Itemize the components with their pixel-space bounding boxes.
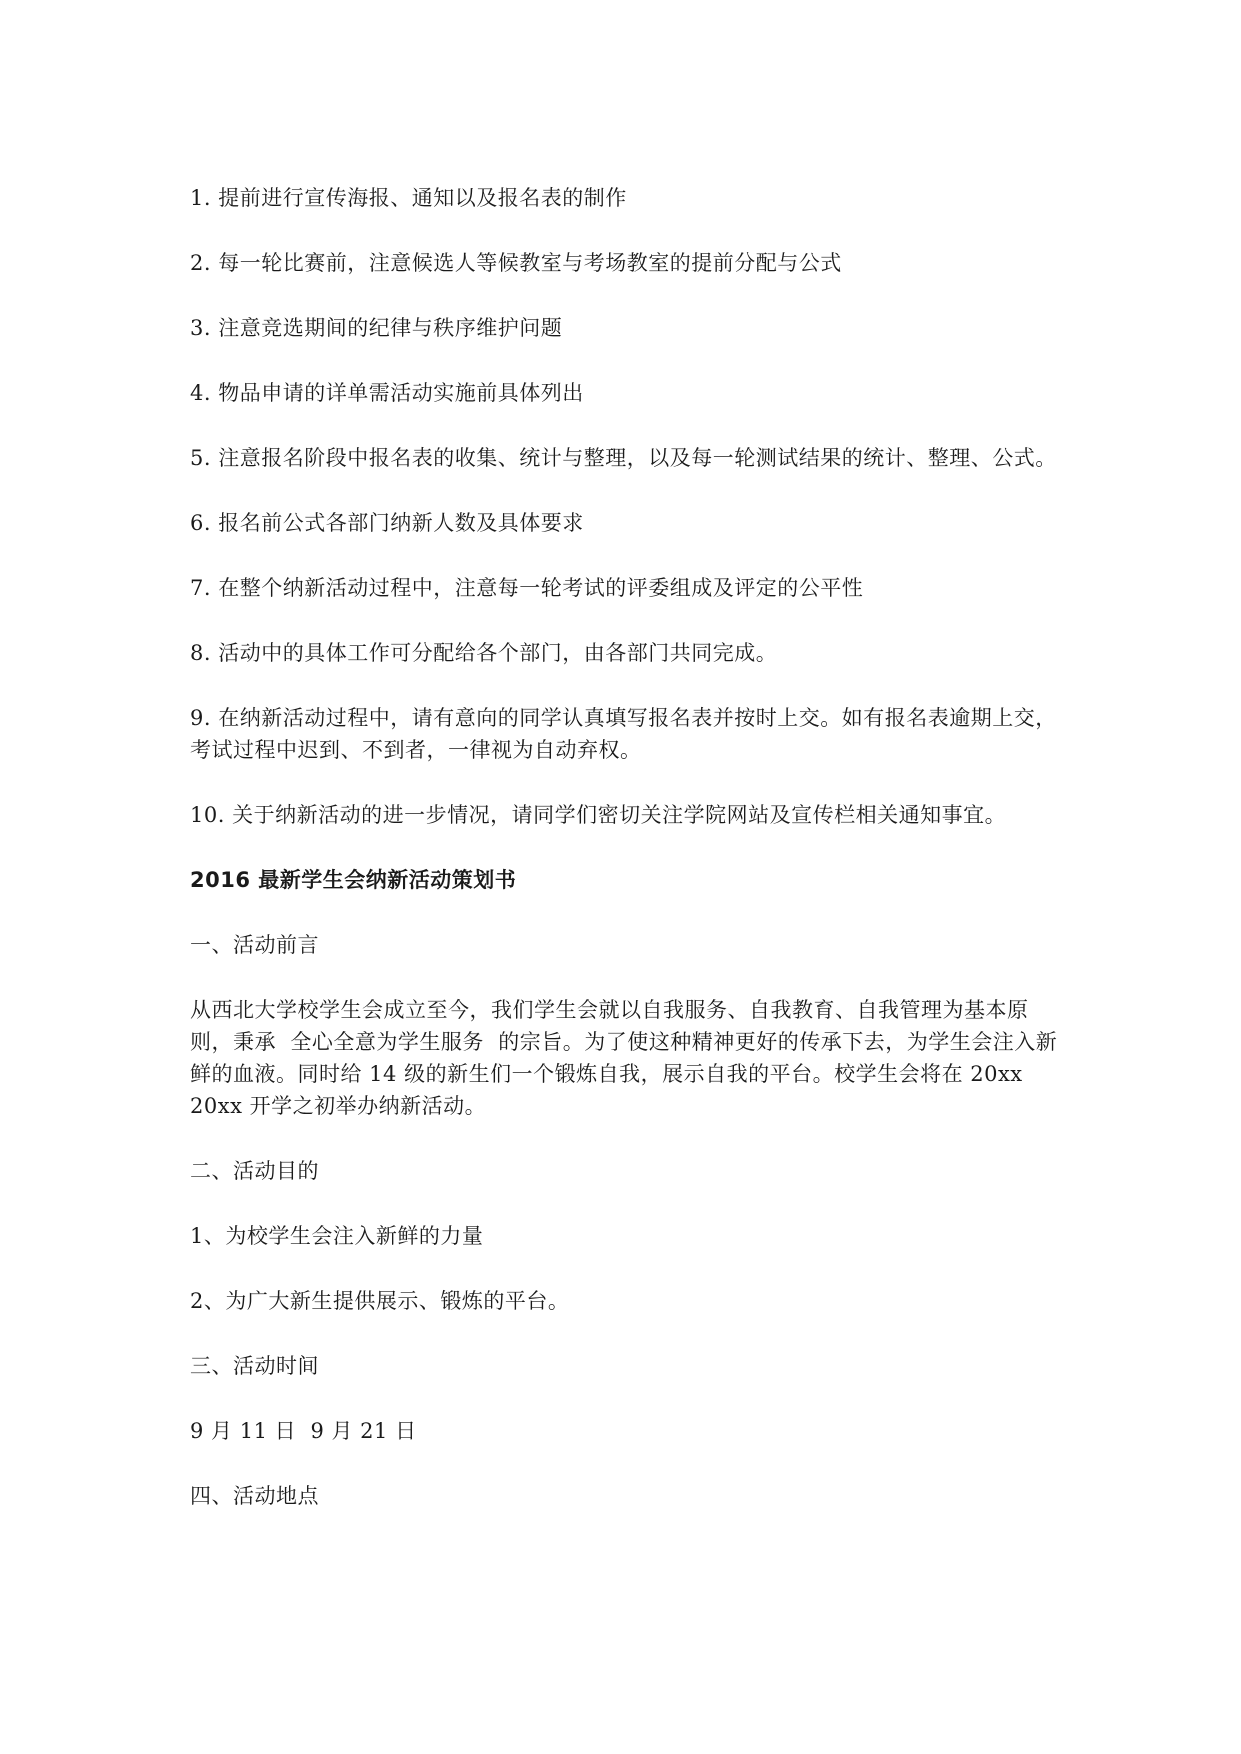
list-item: 5. 注意报名阶段中报名表的收集、统计与整理，以及每一轮测试结果的统计、整理、公式。 xyxy=(190,446,1057,470)
list-item: 6. 报名前公式各部门纳新人数及具体要求 xyxy=(190,511,584,535)
list-item: 4. 物品申请的详单需活动实施前具体列出 xyxy=(190,381,584,405)
list-item: 8. 活动中的具体工作可分配给各个部门，由各部门共同完成。 xyxy=(190,641,778,665)
document-body xyxy=(190,182,1065,1545)
list-item: 3. 注意竞选期间的纪律与秩序维护问题 xyxy=(190,316,563,340)
section-item: 1、为校学生会注入新鲜的力量 xyxy=(190,1224,484,1248)
document-title: 2016 最新学生会纳新活动策划书 xyxy=(190,868,517,892)
list-item: 2. 每一轮比赛前，注意候选人等候教室与考场教室的提前分配与公式 xyxy=(190,251,842,275)
section-heading: 二、活动目的 xyxy=(190,1159,319,1183)
section-heading: 四、活动地点 xyxy=(190,1484,319,1508)
list-item: 9. 在纳新活动过程中，请有意向的同学认真填写报名表并按时上交。如有报名表逾期上交，考试过程中迟到、不到者，一律视为自动弃权。 xyxy=(190,706,1057,762)
list-item: 7. 在整个纳新活动过程中，注意每一轮考试的评委组成及评定的公平性 xyxy=(190,576,864,600)
list-item: 1. 提前进行宣传海报、通知以及报名表的制作 xyxy=(190,186,627,210)
section-item: 2、为广大新生提供展示、锻炼的平台。 xyxy=(190,1289,570,1313)
section-paragraph: 从西北大学校学生会成立至今，我们学生会就以自我服务、自我教育、自我管理为基本原则，秉承 全心全意为学生服务 的宗旨。为了使这种精神更好的传承下去，为学生会注入新鲜的血液。同时给 14 级的新生们一个锻炼自我，展示自我的平台。校学生会将在 20xx 20xx 开学之初举办纳新活动。 xyxy=(190,998,1058,1118)
section-heading: 三、活动时间 xyxy=(190,1354,319,1378)
list-item: 10. 关于纳新活动的进一步情况，请同学们密切关注学院网站及宣传栏相关通知事宜。 xyxy=(190,803,1007,827)
section-heading: 一、活动前言 xyxy=(190,933,319,957)
section-paragraph: 9 月 11 日 9 月 21 日 xyxy=(190,1419,417,1443)
